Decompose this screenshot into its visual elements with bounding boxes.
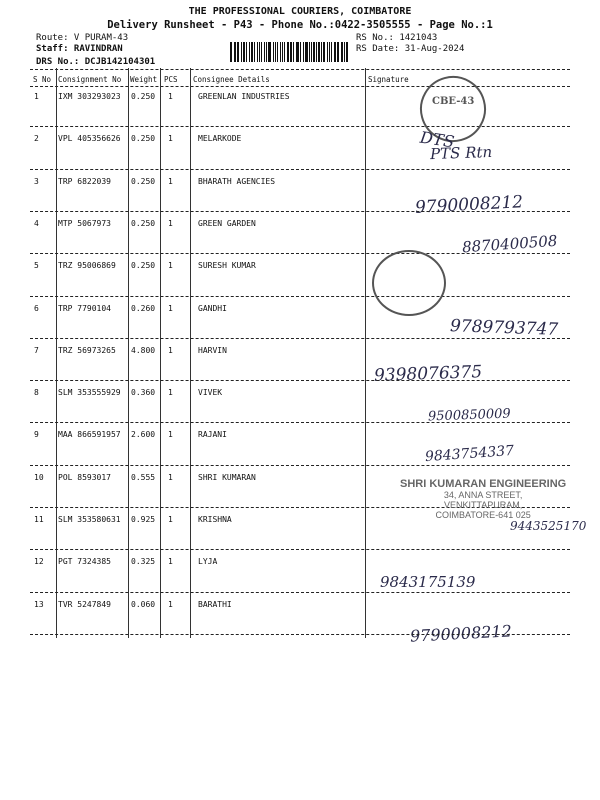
barcode-bar <box>290 42 292 62</box>
barcode-bar <box>251 42 253 62</box>
row-weight: 2.600 <box>131 430 156 440</box>
barcode-bar <box>234 42 235 62</box>
row-pcs: 1 <box>168 388 173 398</box>
barcode-bar <box>296 42 297 62</box>
company-address-stamp <box>400 478 566 520</box>
col-consignee: Consignee Details <box>193 75 270 84</box>
barcode-bar <box>316 42 317 62</box>
row-consignee: BHARATH AGENCIES <box>198 176 276 186</box>
handwritten-signature: 9843175139 <box>380 573 476 592</box>
header-bottom-line <box>30 86 570 87</box>
row-sno: 6 <box>34 303 39 313</box>
barcode-bar <box>241 42 242 62</box>
row-consignee: BARATHI <box>198 599 232 609</box>
barcode-bar <box>287 42 289 62</box>
row-separator <box>30 592 570 593</box>
row-consignment-no: SLM 353555929 <box>58 388 121 398</box>
row-weight: 0.250 <box>131 92 156 101</box>
col-signature: Signature <box>368 75 409 84</box>
row-weight: 0.555 <box>131 472 156 482</box>
drs-number: DRS No.: DCJB142104301 <box>36 57 156 67</box>
round-company-seal <box>372 250 446 316</box>
row-consignment-no: PGT 7324385 <box>58 557 111 567</box>
handwritten-signature: 9789793747 <box>449 315 559 340</box>
row-pcs: 1 <box>168 557 173 567</box>
handwritten-signature: 9500850009 <box>427 406 511 425</box>
row-consignment-no: POL 8593017 <box>58 472 111 482</box>
row-pcs: 1 <box>168 134 173 144</box>
row-consignee: KRISHNA <box>198 515 232 524</box>
barcode-bar <box>293 42 294 62</box>
barcode-bar <box>264 42 265 62</box>
barcode-bar <box>266 42 268 62</box>
stamp-street: 34, ANNA STREET, <box>443 490 523 500</box>
row-sno: 12 <box>34 557 44 567</box>
row-consignment-no: TRP 6822039 <box>58 176 111 186</box>
row-pcs: 1 <box>168 472 173 482</box>
row-weight: 0.925 <box>131 515 156 524</box>
barcode-bar <box>305 42 307 62</box>
row-separator <box>30 634 570 635</box>
row-sno: 3 <box>34 176 39 186</box>
barcode-bar <box>334 42 336 62</box>
barcode-bar <box>323 42 325 62</box>
row-consignee: VIVEK <box>198 388 223 398</box>
row-pcs: 1 <box>168 261 173 271</box>
row-consignee: RAJANI <box>198 430 227 440</box>
barcode-bar <box>268 42 270 62</box>
row-separator <box>30 253 570 254</box>
row-weight: 4.800 <box>131 345 156 355</box>
row-weight: 0.250 <box>131 261 156 271</box>
handwritten-signature: 9843754337 <box>424 443 515 466</box>
barcode-bar <box>282 42 284 62</box>
row-weight: 0.360 <box>131 388 156 398</box>
handwritten-signature: 9398076375 <box>373 361 483 386</box>
stamp-area: VENKITTAPURAM, <box>443 500 523 510</box>
row-separator <box>30 169 570 170</box>
barcode-bar <box>311 42 312 62</box>
row-separator <box>30 211 570 212</box>
row-consignment-no: TRZ 95006869 <box>58 261 116 271</box>
col-consignment: Consignment No <box>58 75 122 84</box>
row-weight: 0.250 <box>131 134 156 144</box>
row-sno: 10 <box>34 472 44 482</box>
row-pcs: 1 <box>168 430 173 440</box>
row-sno: 8 <box>34 388 39 398</box>
barcode-bar <box>313 42 315 62</box>
barcode-bar <box>344 42 345 62</box>
barcode-bar <box>243 42 245 62</box>
row-consignment-no: VPL 405356626 <box>58 134 121 144</box>
row-sno: 5 <box>34 261 39 271</box>
barcode-bar <box>321 42 322 62</box>
barcode-bar <box>303 42 304 62</box>
barcode-bar <box>261 42 262 62</box>
stamp-city: COIMBATORE-641 025 <box>435 510 531 520</box>
row-sno: 13 <box>34 599 44 609</box>
row-consignment-no: TVR 5247849 <box>58 599 111 609</box>
row-weight: 0.260 <box>131 303 156 313</box>
company-title: THE PROFESSIONAL COURIERS, COIMBATORE <box>188 6 412 17</box>
barcode-bar <box>249 42 250 62</box>
row-sno: 7 <box>34 345 39 355</box>
barcode-bar <box>277 42 278 62</box>
row-consignee: MELARKODE <box>198 134 242 144</box>
row-consignee: HARVIN <box>198 345 227 355</box>
handwritten-signature: 9790008212 <box>414 191 524 218</box>
barcode-bar <box>284 42 285 62</box>
row-sno: 1 <box>34 92 39 101</box>
handwritten-signature: 9790008212 <box>409 620 513 646</box>
barcode-bar <box>237 42 239 62</box>
row-consignment-no: TRP 7790104 <box>58 303 111 313</box>
barcode-bar <box>329 42 330 62</box>
column-divider <box>56 68 57 638</box>
row-consignee: SHRI KUMARAN <box>198 472 256 482</box>
barcode <box>230 42 350 62</box>
column-divider <box>190 68 191 638</box>
barcode-bar <box>300 42 302 62</box>
row-separator <box>30 126 570 127</box>
row-consignment-no: TRZ 56973265 <box>58 345 116 355</box>
barcode-bar <box>341 42 343 62</box>
row-pcs: 1 <box>168 303 173 313</box>
row-consignment-no: IXM 303293023 <box>58 92 121 101</box>
barcode-bar <box>346 42 348 62</box>
row-sno: 2 <box>34 134 39 144</box>
row-separator <box>30 380 570 381</box>
row-separator <box>30 338 570 339</box>
row-sno: 11 <box>34 515 44 524</box>
row-pcs: 1 <box>168 92 173 101</box>
staff-label: Staff: RAVINDRAN <box>36 44 123 54</box>
barcode-bar <box>254 42 255 62</box>
row-separator <box>30 549 570 550</box>
barcode-bar <box>331 42 333 62</box>
barcode-bar <box>275 42 277 62</box>
rs-number: RS No.: 1421043 <box>356 33 438 43</box>
col-pcs: PCS <box>164 75 178 84</box>
row-weight: 0.250 <box>131 176 156 186</box>
header-top-line <box>30 69 570 70</box>
barcode-bar <box>327 42 328 62</box>
runsheet-subtitle: Delivery Runsheet - P43 - Phone No.:0422-3505555 - Page No.:1 <box>107 19 493 31</box>
row-separator <box>30 422 570 423</box>
barcode-bar <box>257 42 258 62</box>
row-weight: 0.060 <box>131 599 156 609</box>
barcode-bar <box>259 42 261 62</box>
row-pcs: 1 <box>168 218 173 228</box>
barcode-bar <box>230 42 232 62</box>
column-divider <box>128 68 129 638</box>
row-pcs: 1 <box>168 515 173 524</box>
row-consignment-no: MTP 5067973 <box>58 218 111 228</box>
row-sno: 4 <box>34 218 39 228</box>
col-sno: S No <box>33 75 52 84</box>
barcode-bar <box>273 42 274 62</box>
barcode-bar <box>297 42 299 62</box>
row-consignment-no: MAA 866591957 <box>58 430 121 440</box>
row-consignee: GREENLAN INDUSTRIES <box>198 92 290 101</box>
row-consignee: SURESH KUMAR <box>198 261 256 271</box>
barcode-bar <box>280 42 281 62</box>
handwritten-signature: 9443525170 <box>510 519 587 533</box>
barcode-bar <box>309 42 310 62</box>
barcode-bar <box>235 42 236 62</box>
row-consignee: GREEN GARDEN <box>198 218 256 228</box>
stamp-company-name: SHRI KUMARAN ENGINEERING <box>400 478 567 490</box>
row-sno: 9 <box>34 430 39 440</box>
handwritten-signature: PTS Rtn <box>429 143 493 164</box>
barcode-bar <box>337 42 338 62</box>
barcode-bar <box>338 42 339 62</box>
row-consignment-no: SLM 353580631 <box>58 515 121 524</box>
row-separator <box>30 465 570 466</box>
row-separator <box>30 296 570 297</box>
row-pcs: 1 <box>168 599 173 609</box>
row-pcs: 1 <box>168 345 173 355</box>
rs-date: RS Date: 31-Aug-2024 <box>356 44 465 54</box>
column-divider <box>160 68 161 638</box>
row-weight: 0.250 <box>131 218 156 228</box>
handwritten-signature: 8870400508 <box>461 231 558 257</box>
col-weight: Weight <box>130 75 158 84</box>
row-consignee: GANDHI <box>198 303 227 313</box>
row-consignee: LYJA <box>198 557 218 567</box>
column-divider <box>365 68 366 638</box>
row-weight: 0.325 <box>131 557 156 567</box>
row-pcs: 1 <box>168 176 173 186</box>
barcode-bar <box>318 42 320 62</box>
cbe-stamp-text: CBE-43 <box>432 96 475 107</box>
route-label: Route: V PURAM-43 <box>36 33 129 43</box>
dts-handwriting: DTS <box>418 127 456 152</box>
barcode-bar <box>246 42 248 62</box>
